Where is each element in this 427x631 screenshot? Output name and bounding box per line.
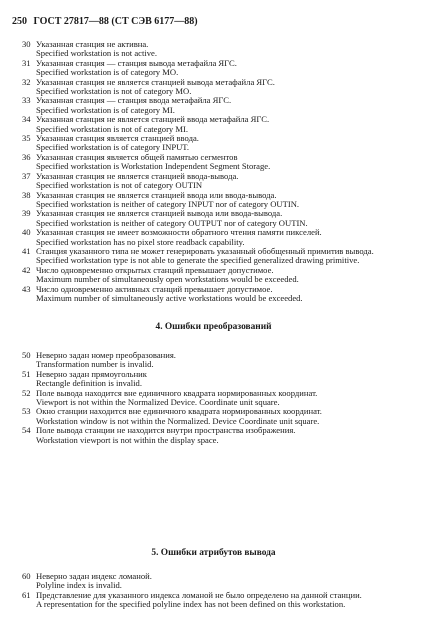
error-list-workstation bbox=[22, 40, 414, 303]
error-text-en: Specified workstation is of category INPUT. bbox=[36, 142, 190, 153]
error-number: 33 bbox=[22, 95, 31, 106]
error-list-output-attributes bbox=[22, 572, 414, 610]
error-text-en: Rectangle definition is invalid. bbox=[36, 378, 142, 389]
error-text-en: Specified workstation is of category MI. bbox=[36, 104, 175, 115]
error-text-ru: Указанная станция — станция вывода метафайла ЯГС. bbox=[36, 57, 237, 68]
error-entry bbox=[22, 228, 414, 247]
error-entry bbox=[22, 40, 414, 59]
error-text-ru: Указанная станция — станция ввода метафайла ЯГС. bbox=[36, 95, 232, 106]
error-text-ru: Число одновременно открытых станций превышает допустимое. bbox=[36, 264, 274, 275]
page-number: 250 bbox=[12, 16, 27, 27]
error-text-ru: Указанная станция не активна. bbox=[36, 39, 149, 49]
error-text-ru: Указанная станция не является станцией вывода или ввода-вывода. bbox=[36, 208, 283, 219]
error-text-ru: Станция указанного типа не может генерировать указанный обобщенный примитив вывода. bbox=[36, 245, 374, 256]
error-number: 52 bbox=[22, 387, 31, 398]
error-text-ru: Окно станции находится вне единичного квадрата нормированных координат. bbox=[36, 406, 322, 417]
error-text-ru: Неверно задан прямоугольник bbox=[36, 368, 147, 379]
section-heading: 5. Ошибки атрибутов вывода bbox=[151, 548, 276, 558]
error-number: 50 bbox=[22, 350, 31, 360]
error-number: 53 bbox=[22, 406, 31, 417]
error-text-en: Specified workstation is not active. bbox=[36, 48, 158, 59]
error-text-ru: Указанная станция не является станцией вывода метафайла ЯГС. bbox=[36, 76, 275, 87]
error-text-ru: Представление для указанного индекса ломаной не было определено на данной станции. bbox=[36, 589, 362, 600]
error-text-en: Specified workstation type is not able to generate the specified generalized drawing primitive. bbox=[36, 255, 360, 266]
error-number: 38 bbox=[22, 189, 31, 200]
error-entry bbox=[22, 351, 414, 370]
error-text-en: Viewport is not within the Normalized Device. Coordinate unit square. bbox=[36, 397, 280, 408]
error-number: 37 bbox=[22, 170, 31, 181]
error-number: 61 bbox=[22, 589, 31, 600]
error-number: 39 bbox=[22, 208, 31, 219]
error-number: 51 bbox=[22, 368, 31, 379]
error-text-en: Maximum number of simultaneously open workstations would be exceeded. bbox=[36, 274, 299, 285]
error-text-ru: Поле вывода станции не находится внутри пространства изображения. bbox=[36, 425, 296, 436]
error-text-ru: Неверно задан номер преобразования. bbox=[36, 350, 176, 360]
error-number: 60 bbox=[22, 571, 31, 581]
error-entry bbox=[22, 370, 414, 389]
error-entry bbox=[22, 426, 414, 445]
error-number: 43 bbox=[22, 283, 31, 294]
error-entry bbox=[22, 285, 414, 304]
error-entry bbox=[22, 134, 414, 153]
error-number: 41 bbox=[22, 245, 31, 256]
error-text-ru: Поле вывода находится вне единичного квадрата нормированных координат. bbox=[36, 387, 318, 398]
error-entry bbox=[22, 153, 414, 172]
error-entry bbox=[22, 591, 414, 610]
error-number: 35 bbox=[22, 133, 31, 144]
error-number: 34 bbox=[22, 114, 31, 125]
error-entry bbox=[22, 59, 414, 78]
error-text-en: Specified workstation is Workstation Independent Segment Storage. bbox=[36, 161, 271, 172]
error-text-ru: Неверно задан индекс ломаной. bbox=[36, 571, 152, 581]
error-entry bbox=[22, 266, 414, 285]
error-entry bbox=[22, 572, 414, 591]
page-header bbox=[12, 16, 198, 27]
standard-designation: ГОСТ 27817—88 (СТ СЭВ 6177—88) bbox=[33, 16, 198, 27]
error-number: 32 bbox=[22, 76, 31, 87]
error-entry bbox=[22, 247, 414, 266]
error-entry bbox=[22, 407, 414, 426]
error-number: 31 bbox=[22, 57, 31, 68]
error-text-en: Polyline index is invalid. bbox=[36, 580, 122, 591]
error-text-ru: Указанная станция не является станцией ввода-вывода. bbox=[36, 170, 239, 181]
error-text-ru: Указанная станция не имеет возможности обратного чтения памяти пикселей. bbox=[36, 227, 322, 238]
error-text-en: Maximum number of simultaneously active workstations would be exceeded. bbox=[36, 292, 303, 303]
error-text-en: Specified workstation is not of category OUTIN bbox=[36, 180, 203, 191]
error-entry bbox=[22, 389, 414, 408]
error-text-en: Specified workstation is not of category MI. bbox=[36, 123, 189, 134]
error-list-transformation bbox=[22, 351, 414, 445]
error-number: 36 bbox=[22, 151, 31, 162]
error-entry bbox=[22, 96, 414, 115]
error-text-en: Specified workstation has no pixel store readback capability. bbox=[36, 236, 245, 247]
error-entry bbox=[22, 209, 414, 228]
error-text-en: Workstation window is not within the Normalized. Device Coordinate unit square. bbox=[36, 415, 320, 426]
error-text-en: Specified workstation is neither of category OUTPUT nor of category OUTIN. bbox=[36, 217, 308, 228]
error-text-ru: Число одновременно активных станций превышает допустимое. bbox=[36, 283, 273, 294]
error-text-en: Specified workstation is not of category MO. bbox=[36, 86, 192, 97]
error-text-en: Specified workstation is neither of category INPUT nor of category OUTIN. bbox=[36, 198, 300, 209]
error-text-en: A representation for the specified polyline index has not been defined on this workstation. bbox=[36, 599, 346, 610]
error-entry bbox=[22, 115, 414, 134]
error-number: 42 bbox=[22, 264, 31, 275]
error-entry bbox=[22, 78, 414, 97]
error-text-en: Workstation viewport is not within the display space. bbox=[36, 434, 219, 445]
error-number: 30 bbox=[22, 39, 31, 49]
error-text-ru: Указанная станция является станцией ввода. bbox=[36, 133, 199, 144]
error-text-en: Specified workstation is of category MO. bbox=[36, 67, 179, 78]
error-entry bbox=[22, 172, 414, 191]
error-number: 54 bbox=[22, 425, 31, 436]
error-number: 40 bbox=[22, 227, 31, 238]
error-text-ru: Указанная станция является общей памятью сегментов bbox=[36, 151, 238, 162]
error-text-ru: Указанная станция не является станцией ввода или ввода-вывода. bbox=[36, 189, 277, 200]
error-text-en: Transformation number is invalid. bbox=[36, 359, 154, 370]
error-entry bbox=[22, 191, 414, 210]
section-heading: 4. Ошибки преобразований bbox=[155, 322, 272, 332]
error-text-ru: Указанная станция не является станцией ввода метафайла ЯГС. bbox=[36, 114, 270, 125]
